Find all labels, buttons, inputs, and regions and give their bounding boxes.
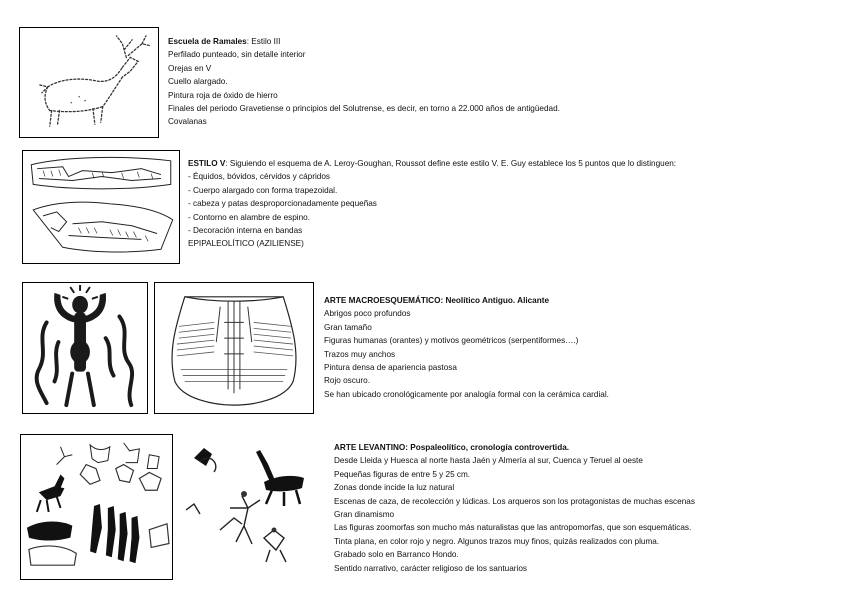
bullet-line: Grabado solo en Barranco Hondo.	[334, 550, 459, 560]
deer-sketch	[20, 28, 158, 137]
bullet-line: Escenas de caza, de recolección y lúdicas. Los arqueros son los protagonistas de muchas escenas	[334, 496, 695, 506]
bullet-line: Desde Lleida y Huesca al norte hasta Jaén y Almería al sur, Cuenca y Teruel al oeste	[334, 456, 643, 466]
bullet-line: Tinta plana, en color rojo y negro. Algunos trazos muy finos, quizás realizados con pluma.	[334, 536, 660, 546]
macroschematic-figure-image	[22, 282, 148, 414]
bullet-line: Las figuras zoomorfas son mucho más naturalistas que las antropomorfas, que son esquemáticas.	[334, 523, 692, 533]
heading-bold: Escuela de Ramales	[168, 37, 247, 46]
bullet-line: - Cuerpo alargado con forma trapezoidal.	[188, 185, 338, 195]
bullet-line: Pintura densa de apariencia pastosa	[324, 363, 457, 373]
bullet-line: Gran tamaño	[324, 322, 372, 332]
bullet-line: Trazos muy anchos	[324, 349, 396, 359]
bullet-line: Cuello alargado.	[168, 77, 228, 87]
section-macroesquematico-text	[324, 294, 609, 401]
bullet-line: EPIPALEOLÍTICO (AZILIENSE)	[188, 239, 304, 249]
heading-rest: : Siguiendo el esquema de A. Leroy-Goughan, Roussot define este estilo V. E. Guy establece los 5 puntos que lo distinguen:	[225, 159, 677, 168]
ceramic-vessel-sketch	[155, 283, 313, 413]
section-estilo-v-text	[188, 157, 676, 251]
heading-bold: ARTE MACROESQUEMÁTICO: Neolítico Antiguo. Alicante	[324, 296, 550, 305]
heading-bold: ARTE LEVANTINO: Pospaleolítico, cronología controvertida.	[334, 443, 570, 452]
archers-and-ibex-sketch	[180, 434, 330, 580]
section-heading	[188, 157, 676, 170]
engraved-horses-sketch	[23, 151, 179, 263]
section-ramales-text	[168, 35, 560, 129]
bullet-line: Pintura roja de óxido de hierro	[168, 90, 278, 100]
section-heading	[168, 35, 560, 48]
levantine-archers-image	[180, 434, 330, 580]
section-heading	[324, 294, 609, 307]
bullet-line: - Contorno en alambre de espino.	[188, 212, 310, 222]
bullet-line: Rojo oscuro.	[324, 376, 370, 386]
bullet-line: Zonas donde incide la luz natural	[334, 483, 455, 493]
section-levantino-text	[334, 441, 695, 575]
bullet-line: Finales del periodo Gravetiense o principios del Solutrense, es decir, en torno a 22.000 años de antigüedad.	[168, 104, 560, 114]
levantine-hunting-scene-image	[20, 434, 173, 580]
bullet-line: - Équidos, bóvidos, cérvidos y cápridos	[188, 172, 330, 182]
deer-drawing-image	[19, 27, 159, 138]
bullet-line: Se han ubicado cronológicamente por analogía formal con la cerámica cardial.	[324, 389, 609, 399]
bullet-line: - cabeza y patas desproporcionadamente pequeñas	[188, 199, 377, 209]
orant-figure-sketch	[23, 283, 147, 413]
bullet-line: Sentido narrativo, carácter religioso de los santuarios	[334, 563, 527, 573]
engraved-animals-image	[22, 150, 180, 264]
bullet-line: Abrigos poco profundos	[324, 309, 411, 319]
bullet-line: Orejas en V	[168, 63, 212, 73]
bullet-line: Figuras humanas (orantes) y motivos geométricos (serpentiformes….)	[324, 336, 579, 346]
bullet-line: Perfilado punteado, sin detalle interior	[168, 50, 306, 60]
levantine-scene-sketch	[21, 435, 172, 579]
section-heading	[334, 441, 695, 454]
bullet-line: Gran dinamismo	[334, 510, 395, 520]
cardial-ceramic-image	[154, 282, 314, 414]
heading-rest: : Estilo III	[246, 37, 281, 46]
heading-bold: ESTILO V	[188, 159, 226, 168]
bullet-line: - Decoración interna en bandas	[188, 226, 303, 236]
bullet-line: Pequeñas figuras de entre 5 y 25 cm.	[334, 469, 471, 479]
bullet-line: Covalanas	[168, 117, 207, 127]
